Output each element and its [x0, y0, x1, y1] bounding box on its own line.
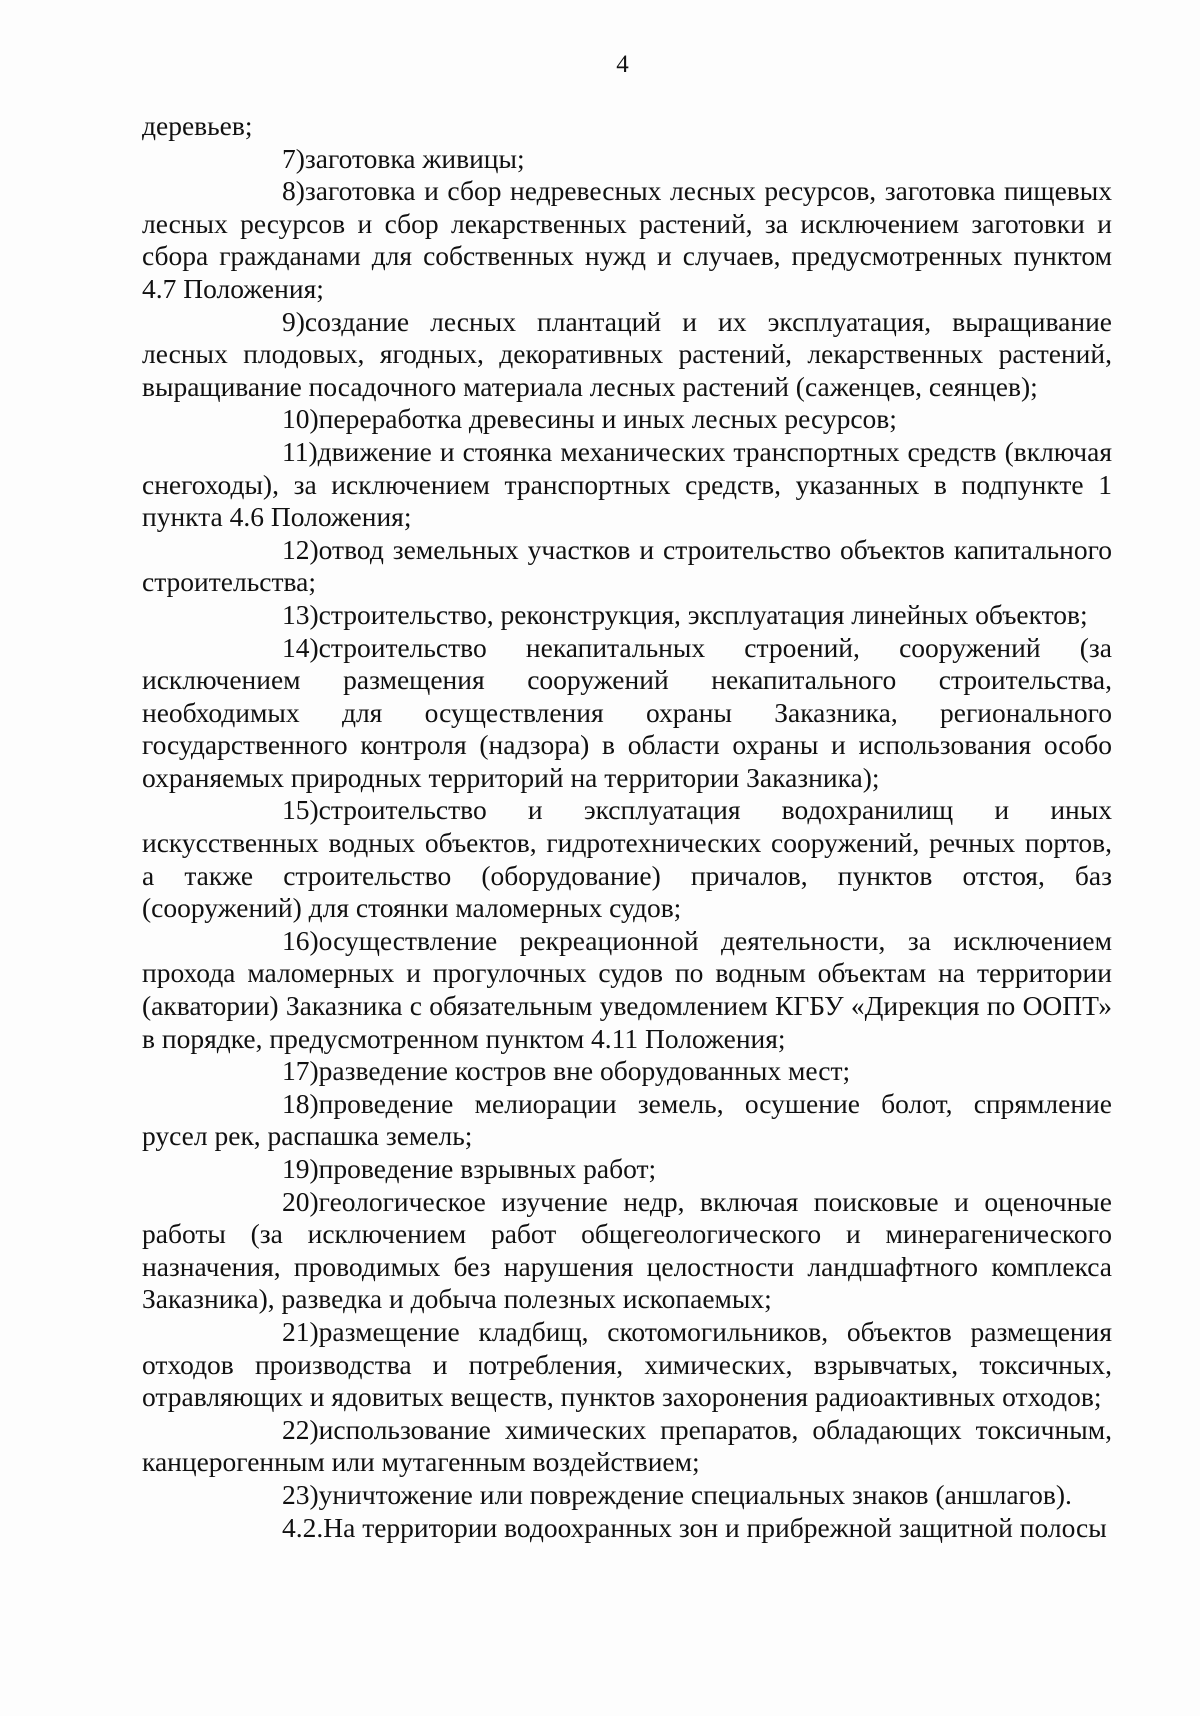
item-text: деревьев; — [142, 110, 253, 141]
list-item — [142, 403, 1112, 436]
list-item — [142, 632, 1112, 795]
item-number: 17) — [282, 1055, 319, 1087]
item-number: 21) — [282, 1315, 319, 1347]
item-text: строительство, реконструкция, эксплуатация линейных объектов; — [318, 598, 1088, 630]
list-item — [142, 1055, 1112, 1088]
list-item — [142, 306, 1112, 404]
item-text: использование химических препаратов, обладающих токсичным, канцерогенным или мутагенным воздействием; — [142, 1413, 1112, 1478]
item-text: На территории водоохранных зон и прибрежной защитной полосы — [323, 1511, 1107, 1543]
item-number: 15) — [282, 794, 319, 826]
item-number: 23) — [282, 1478, 319, 1510]
item-number: 16) — [282, 924, 319, 956]
item-text: заготовка живицы; — [304, 142, 525, 174]
item-text: геологическое изучение недр, включая поисковые и оценочные работы (за исключением работ общегеологического и минерагенического назначения, проводимых без нарушения целостности ландшафтного комплекса Заказника), разведка и добыча полезных ископаемых; — [142, 1185, 1112, 1315]
item-text: строительство и эксплуатация водохранилищ и иных искусственных водных объектов, гидротехнических сооружений, речных портов, а также строительство (оборудование) причалов, пунктов отстоя, баз (сооружений) для стоянки маломерных судов; — [142, 794, 1112, 924]
list-item — [142, 143, 1112, 176]
page-number: 4 — [616, 51, 629, 78]
item-text: создание лесных плантаций и их эксплуатация, выращивание лесных плодовых, ягодных, декоративных растений, лекарственных растений, выращивание посадочного материала лесных растений (саженцев, сеянцев); — [142, 305, 1112, 402]
continuation-text — [142, 110, 1112, 143]
item-number: 12) — [282, 533, 319, 565]
item-text: осуществление рекреационной деятельности, за исключением прохода маломерных и прогулочных судов по водным объектам на территории (акватории) Заказника с обязательным уведомлением КГБУ «Дирекция по ООПТ» в порядке, предусмотренном пунктом 4.11 Положения; — [142, 924, 1112, 1054]
item-number: 19) — [282, 1153, 319, 1184]
item-number: 14) — [282, 631, 319, 663]
list-item — [142, 1479, 1112, 1512]
item-text: движение и стоянка механических транспортных средств (включая снегоходы), за исключением транспортных средств, указанных в подпункте 1 пункта 4.6 Положения; — [142, 435, 1112, 533]
document-body — [142, 110, 1112, 1544]
list-item — [142, 1414, 1112, 1479]
item-text: уничтожение или повреждение специальных знаков (аншлагов). — [318, 1478, 1072, 1510]
item-text: проведение взрывных работ; — [318, 1153, 657, 1184]
list-item — [142, 1088, 1112, 1153]
list-item — [142, 1153, 1112, 1186]
list-item — [142, 1186, 1112, 1316]
item-number: 22) — [282, 1413, 319, 1445]
list-item — [142, 175, 1112, 305]
item-number: 8) — [282, 175, 305, 207]
item-text: разведение костров вне оборудованных мест; — [318, 1055, 851, 1087]
item-number: 7) — [282, 142, 305, 174]
item-number: 11) — [282, 435, 318, 467]
list-item — [142, 925, 1112, 1055]
item-text: переработка древесины и иных лесных ресурсов; — [318, 403, 897, 435]
item-text: заготовка и сбор недревесных лесных ресурсов, заготовка пищевых лесных ресурсов и сбор лекарственных растений, за исключением заготовки и сбора гражданами для собственных нужд и случаев, предусмотренных пунктом 4.7 Положения; — [142, 175, 1112, 304]
item-text: проведение мелиорации земель, осушение болот, спрямление русел рек, распашка земель; — [142, 1087, 1112, 1152]
list-item — [142, 436, 1112, 534]
item-number: 13) — [282, 598, 319, 630]
list-item — [142, 794, 1112, 924]
item-number: 20) — [282, 1185, 319, 1217]
list-item — [142, 1512, 1112, 1545]
list-item — [142, 534, 1112, 599]
list-item — [142, 1316, 1112, 1414]
item-number: 9) — [282, 305, 305, 337]
item-number: 18) — [282, 1087, 319, 1119]
item-number: 10) — [282, 403, 319, 435]
item-number: 4.2. — [282, 1511, 324, 1543]
item-text: размещение кладбищ, скотомогильников, объектов размещения отходов производства и потребления, химических, взрывчатых, токсичных, отравляющих и ядовитых веществ, пунктов захоронения радиоактивных отходов; — [142, 1315, 1112, 1413]
item-text: отвод земельных участков и строительство объектов капитального строительства; — [142, 533, 1112, 598]
item-text: строительство некапитальных строений, сооружений (за исключением размещения сооружений некапитального строительства, необходимых для осуществления охраны Заказника, регионального государственного контроля (надзора) в области охраны и использования особо охраняемых природных территорий на территории Заказника); — [142, 631, 1112, 793]
list-item — [142, 599, 1112, 632]
